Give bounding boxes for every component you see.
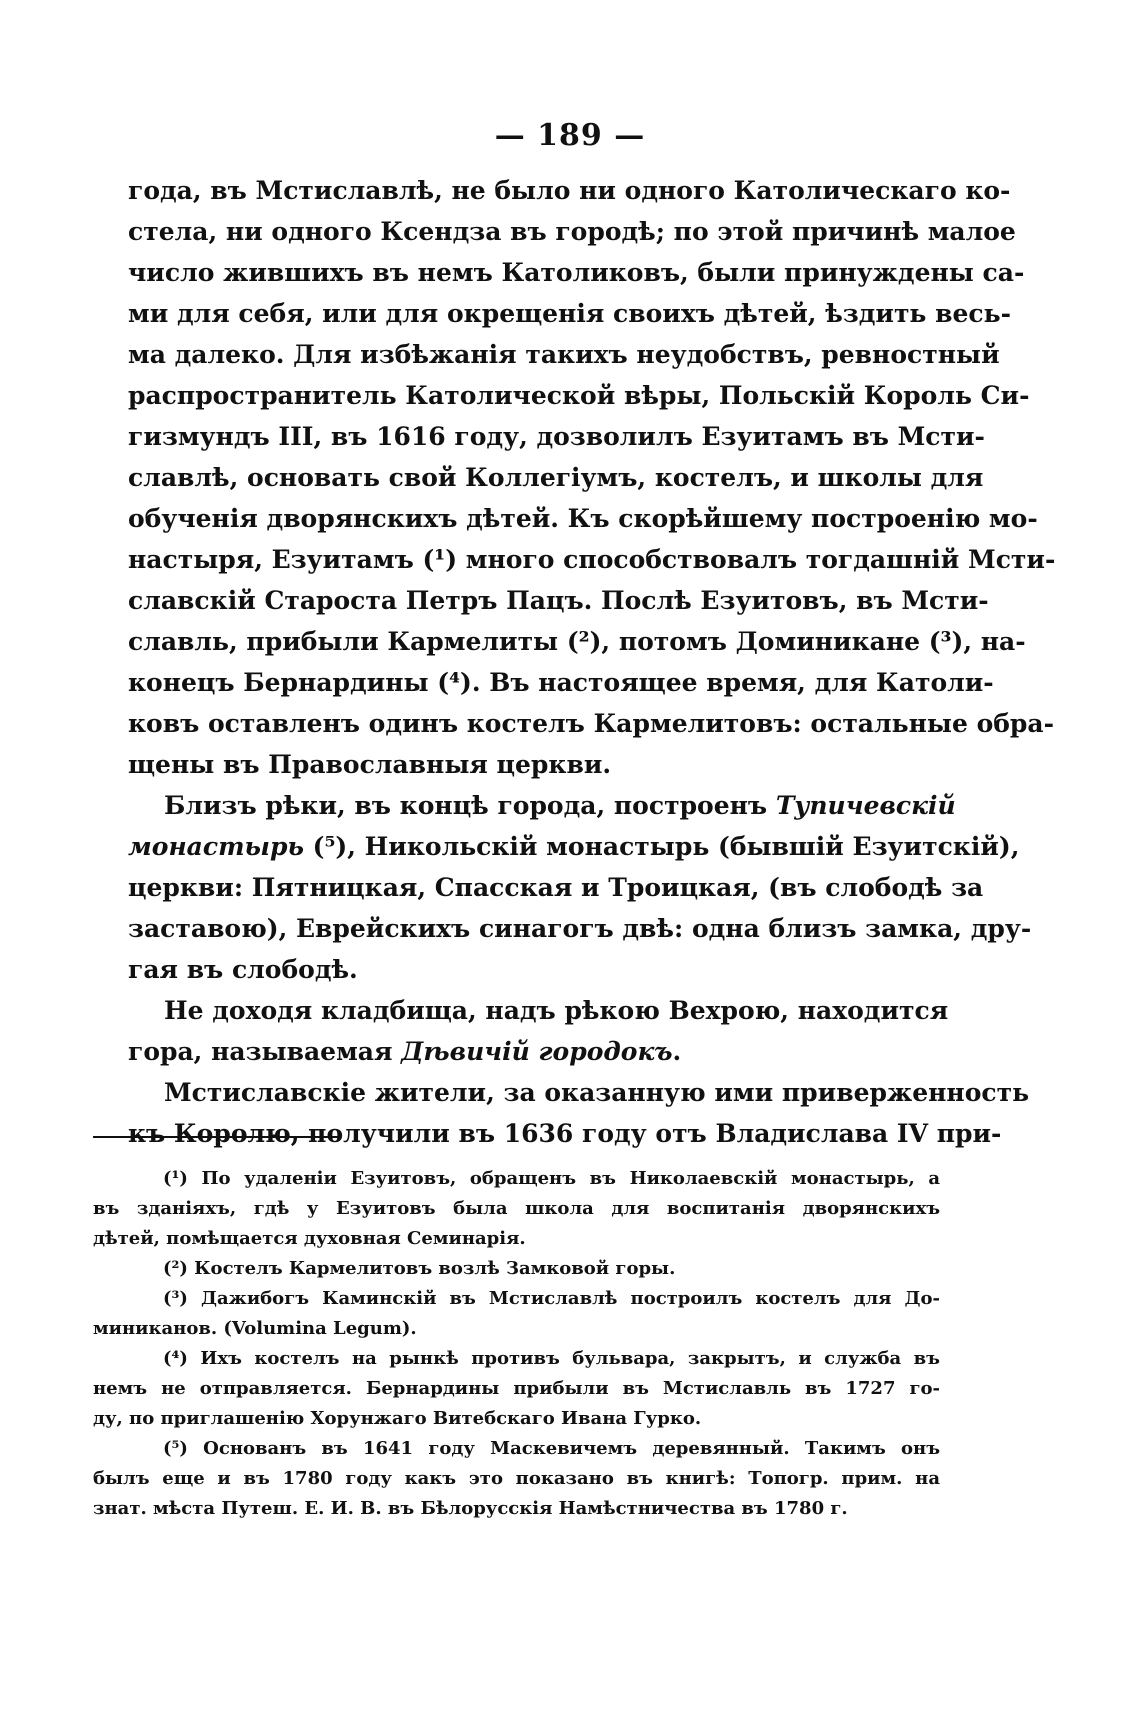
footnote-line: знат. мѣста Путеш. Е. И. В. въ Бѣлорусскія Намѣстничества въ 1780 г. [93, 1498, 848, 1519]
text-line: заставою), Еврейскихъ синагогъ двѣ: одна близъ замка, дру- [128, 914, 1032, 943]
text-line: конецъ Бернардины (⁴). Въ настоящее время, для Католи- [128, 668, 994, 697]
text-line [128, 785, 956, 826]
footnotes [93, 1164, 940, 1524]
text-line: Не доходя кладбища, надъ рѣкою Вехрою, находится [164, 996, 949, 1025]
text-line: обученія дворянскихъ дѣтей. Къ скорѣйшему построенію мо- [128, 504, 1038, 533]
text-line: ковъ оставленъ одинъ костелъ Кармелитовъ: остальные обра- [128, 709, 1054, 738]
text-line: щены въ Православныя церкви. [128, 750, 612, 779]
text-line: славль, прибыли Кармелиты (²), потомъ Доминикане (³), на- [128, 627, 1026, 656]
footnote-line: (³) Дажибогъ Каминскій въ Мстиславлѣ построилъ костелъ для До- [163, 1288, 940, 1309]
text-line: ма далеко. Для избѣжанія такихъ неудобствъ, ревностный [128, 340, 1000, 369]
main-text [128, 170, 1056, 1154]
text-line: Мстиславскіе жители, за оказанную ими приверженность [164, 1078, 1030, 1107]
footnote-line: въ зданіяхъ, гдѣ у Езуитовъ была школа для воспитанія дворянскихъ [93, 1198, 940, 1219]
footnote-line: немъ не отправляется. Бернардины прибыли въ Мстиславль въ 1727 го- [93, 1378, 940, 1399]
text-line: гизмундъ III, въ 1616 году, дозволилъ Езуитамъ въ Мсти- [128, 422, 985, 451]
text-line [128, 1031, 938, 1072]
text-span: (⁵), Никольскій монастырь (бывшій Езуитскій), [303, 832, 1020, 861]
text-line: славскій Староста Петръ Пацъ. Послѣ Езуитовъ, въ Мсти- [128, 586, 989, 615]
text-line [128, 826, 1020, 867]
italic-name: Дѣвичій городокъ [401, 1037, 673, 1066]
footnote-line: (²) Костелъ Кармелитовъ возлѣ Замковой горы. [163, 1258, 676, 1279]
text-line: славлѣ, основать свой Коллегіумъ, костелъ, и школы для [128, 463, 984, 492]
footnote-line: миниканов. (Volumina Legum). [93, 1318, 417, 1339]
italic-name: монастырь [128, 832, 304, 861]
footnote-line: ду, по приглашенію Хорунжаго Витебскаго Ивана Гурко. [93, 1408, 702, 1429]
text-line: къ Королю, получили въ 1636 году отъ Владислава IV при- [128, 1119, 1002, 1148]
footnote-line: (⁴) Ихъ костелъ на рынкѣ противъ бульвара, закрытъ, и служба въ [163, 1348, 940, 1369]
text-line: стела, ни одного Ксендза въ городѣ; по этой причинѣ малое [128, 217, 1016, 246]
text-line: гая въ слободѣ. [128, 955, 358, 984]
text-line: распространитель Католической вѣры, Польскій Король Си- [128, 381, 1030, 410]
page-number: — 189 — [494, 118, 646, 153]
footnote-divider [93, 1136, 338, 1138]
text-line: ми для себя, или для окрещенія своихъ дѣтей, ѣздить весь- [128, 299, 1011, 328]
footnote-line: (⁵) Основанъ въ 1641 году Маскевичемъ деревянный. Такимъ онъ [163, 1438, 940, 1459]
footnote-line: (¹) По удаленіи Езуитовъ, обращенъ въ Николаевскій монастырь, а [163, 1168, 940, 1189]
text-line: число жившихъ въ немъ Католиковъ, были принуждены са- [128, 258, 1025, 287]
text-line: настыря, Езуитамъ (¹) много способствовалъ тогдашній Мсти- [128, 545, 1056, 574]
footnote-line: дѣтей, помѣщается духовная Семинарія. [93, 1228, 526, 1249]
text-line: церкви: Пятницкая, Спасская и Троицкая, (въ слободѣ за [128, 873, 984, 902]
text-line: года, въ Мстиславлѣ, не было ни одного Католическаго ко- [128, 176, 1011, 205]
text-span: . [672, 1037, 682, 1066]
text-span: Близъ рѣки, въ концѣ города, построенъ [164, 791, 776, 820]
italic-name: Тупичевскій [775, 791, 956, 820]
footnote-line: былъ еще и въ 1780 году какъ это показано въ книгѣ: Топогр. прим. на [93, 1468, 940, 1489]
text-span: гора, называемая [128, 1037, 402, 1066]
